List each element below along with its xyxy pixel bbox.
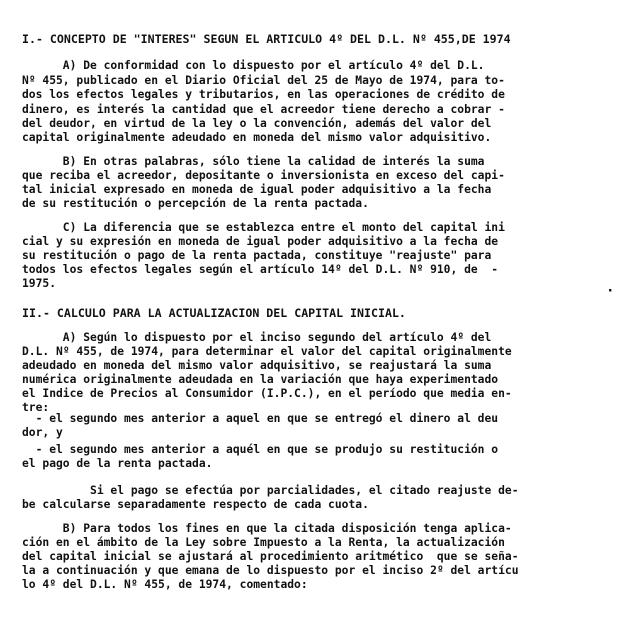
paragraph-iib-line: ción en el ámbito de la Ley sobre Impuesto a la Renta, la actualización — [22, 536, 505, 549]
paragraph-iib-line: la a continuación y que emana de lo dispuesto por el inciso 2º del artícu — [22, 564, 519, 577]
paragraph-partial-line: be calcularse separadamente respecto de cada cuota. — [22, 498, 369, 511]
paragraph-a-line: Nº 455, publicado en el Diario Oficial del 25 de Mayo de 1974, para to- — [22, 74, 505, 87]
paragraph-c-line: C) La diferencia que se establezca entre el monto del capital ini — [22, 221, 505, 234]
paragraph-iia-line: adeudado en moneda del mismo valor adquisitivo, se reajustará la suma — [22, 359, 492, 372]
paragraph-iib-line: del capital inicial se ajustará al procedimiento aritmético que se seña- — [22, 550, 519, 563]
paragraph-b-line: de su restitución o percepción de la renta pactada. — [22, 197, 369, 210]
paragraph-c-line: su restitución o pago de la renta pactada, constituye "reajuste" para — [22, 249, 492, 262]
bullet-item-line: dor, y — [22, 426, 63, 439]
paragraph-iia-line: numérica originalmente adeudada en la variación que haya experimentado — [22, 373, 499, 386]
margin-mark: · — [606, 283, 615, 299]
section-heading-2: II.- CALCULO PARA LA ACTUALIZACION DEL CAPITAL INICIAL. — [22, 306, 406, 320]
section-heading-1: I.- CONCEPTO DE "INTERES" SEGUN EL ARTICULO 4º DEL D.L. Nº 455,DE 1974 — [22, 32, 511, 46]
paragraph-iia-line: D.L. Nº 455, de 1974, para determinar el valor del capital originalmente — [22, 345, 512, 358]
paragraph-iia-line: tre: — [22, 401, 50, 414]
paragraph-partial-line: Si el pago se efectúa por parcialidades, el citado reajuste de- — [22, 484, 519, 497]
paragraph-iia-line: A) Según lo dispuesto por el inciso segundo del artículo 4º del — [22, 331, 492, 344]
paragraph-c-line: 1975. — [22, 277, 57, 290]
paragraph-iib-line: B) Para todos los fines en que la citada disposición tenga aplica- — [22, 522, 512, 535]
paragraph-a-line: dinero, es interés la cantidad que el acreedor tiene derecho a cobrar - — [22, 103, 505, 116]
paragraph-a-line: dos los efectos legales y tributarios, en las operaciones de crédito de — [22, 88, 505, 101]
paragraph-b-line: tal inicial expresado en moneda de igual poder adquisitivo a la fecha — [22, 183, 492, 196]
paragraph-c-line: cial y su expresión en moneda de igual poder adquisitivo a la fecha de — [22, 235, 499, 248]
bullet-item-line: el pago de la renta pactada. — [22, 457, 213, 470]
paragraph-c-line: todos los efectos legales según el artículo 14º del D.L. Nº 910, de - — [22, 263, 499, 276]
paragraph-iia-line: el Indice de Precios al Consumidor (I.P.C.), en el período que media en- — [22, 387, 512, 400]
paragraph-b-line: que reciba el acreedor, depositante o inversionista en exceso del capi- — [22, 169, 505, 182]
bullet-item-line: - el segundo mes anterior a aquel en que se entregó el dinero al deu — [22, 412, 499, 425]
paragraph-iib-line: lo 4º del D.L. Nº 455, de 1974, comentado: — [22, 578, 308, 591]
paragraph-a-line: capital originalmente adeudado en moneda del mismo valor adquisitivo. — [22, 131, 492, 144]
bullet-item-line: - el segundo mes anterior a aquél en que se produjo su restitución o — [22, 443, 499, 456]
paragraph-a-line: del deudor, en virtud de la ley o la convención, además del valor del — [22, 117, 492, 130]
paragraph-a-line: A) De conformidad con lo dispuesto por el artículo 4º del D.L. — [22, 59, 485, 72]
paragraph-b-line: B) En otras palabras, sólo tiene la calidad de interés la suma — [22, 155, 485, 168]
